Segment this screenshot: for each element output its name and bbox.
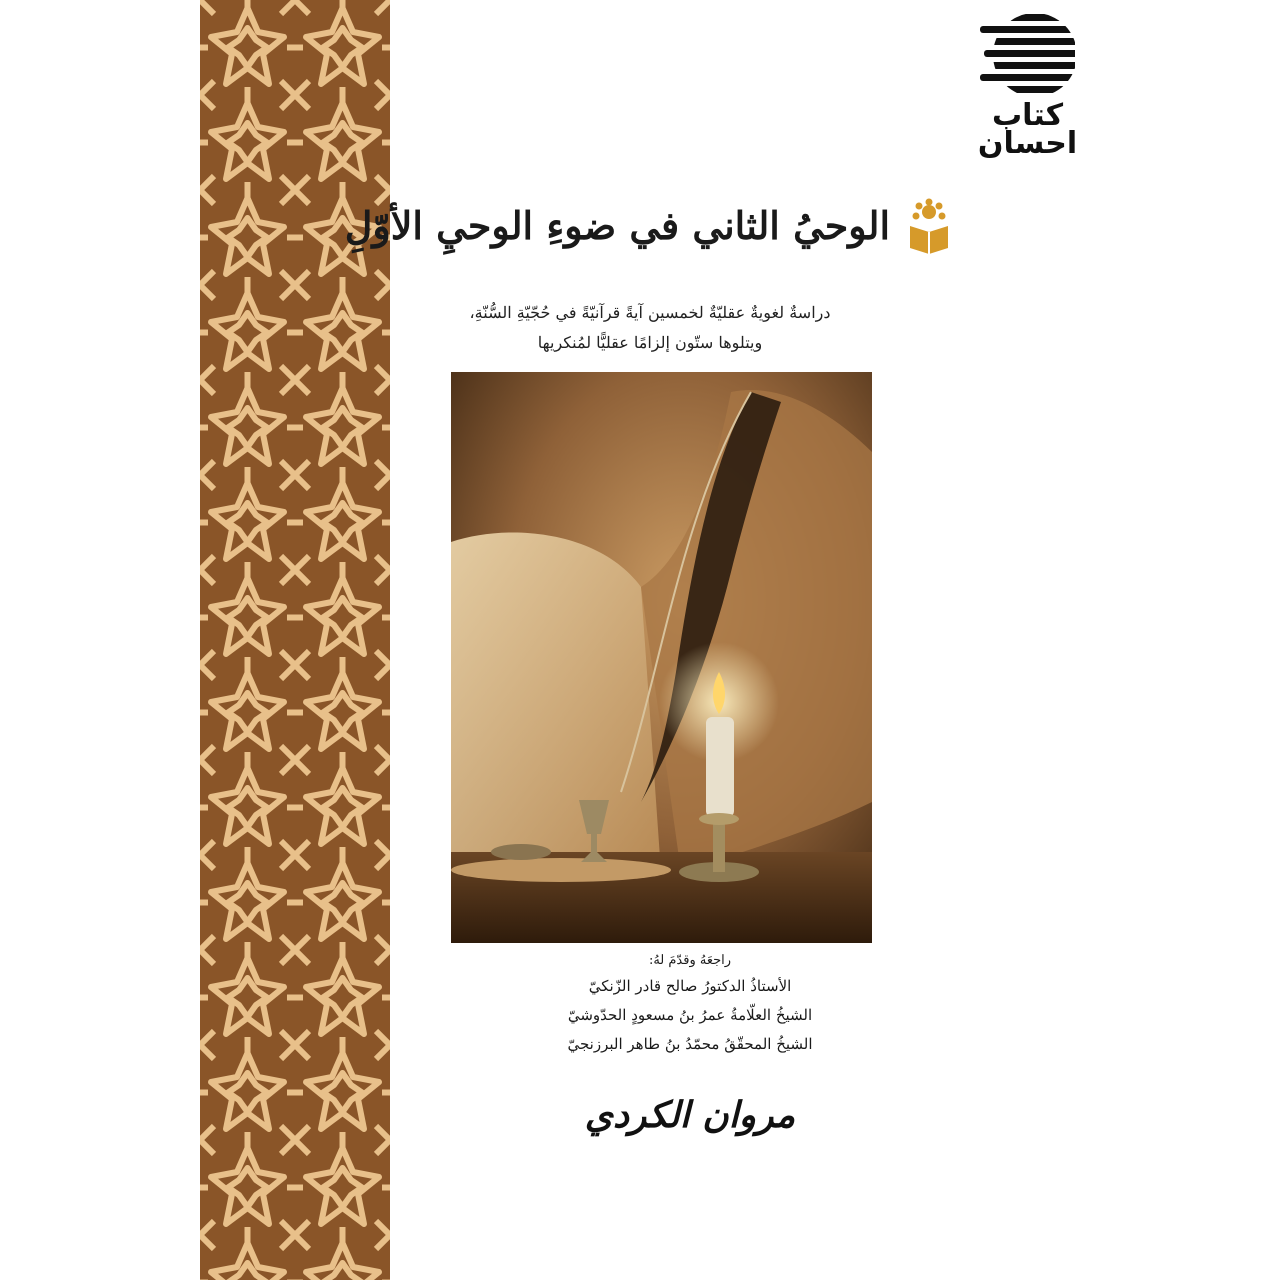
title-row bbox=[344, 190, 950, 270]
reviewers-block bbox=[480, 950, 900, 1059]
book-emblem-icon bbox=[908, 198, 950, 256]
geometric-pattern-band bbox=[200, 0, 390, 1280]
subtitle-line1: دراسةٌ لغويةٌ عقليّةٌ لخمسين آيةً قرآنيّةً في حُجّيّةِ السُّنّةِ، bbox=[469, 303, 831, 322]
publisher-name-line1: کتاب bbox=[991, 98, 1064, 133]
reviewer-3: الشيخُ المحقّقُ محمّدُ بنُ طاهر البرزنجيّ bbox=[567, 1035, 813, 1053]
quill-candle-parchment-photo bbox=[451, 372, 872, 943]
striped-globe-logo-icon bbox=[980, 10, 1075, 100]
author-name: مروان الكردي bbox=[584, 1094, 796, 1136]
book-title: الوحيُ الثاني في ضوءِ الوحيِ الأوّلِ bbox=[344, 203, 890, 248]
publisher-name bbox=[975, 98, 1080, 161]
reviewer-1: الأستاذُ الدكتورُ صالح قادر الزّنكيّ bbox=[588, 977, 792, 995]
publisher-name-line2: احسان bbox=[977, 126, 1078, 161]
book-subtitle bbox=[420, 298, 880, 358]
reviewer-2: الشيخُ العلّامةُ عمرُ بنُ مسعودٍ الحدّوشيّ bbox=[567, 1006, 813, 1024]
reviewers-heading: راجعَهُ وقدّمَ لهُ: bbox=[648, 953, 732, 968]
subtitle-line2: ويتلوها ستّون إلزامًا عقليًّا لمُنكريها bbox=[537, 333, 763, 352]
publisher-logo bbox=[975, 10, 1080, 160]
